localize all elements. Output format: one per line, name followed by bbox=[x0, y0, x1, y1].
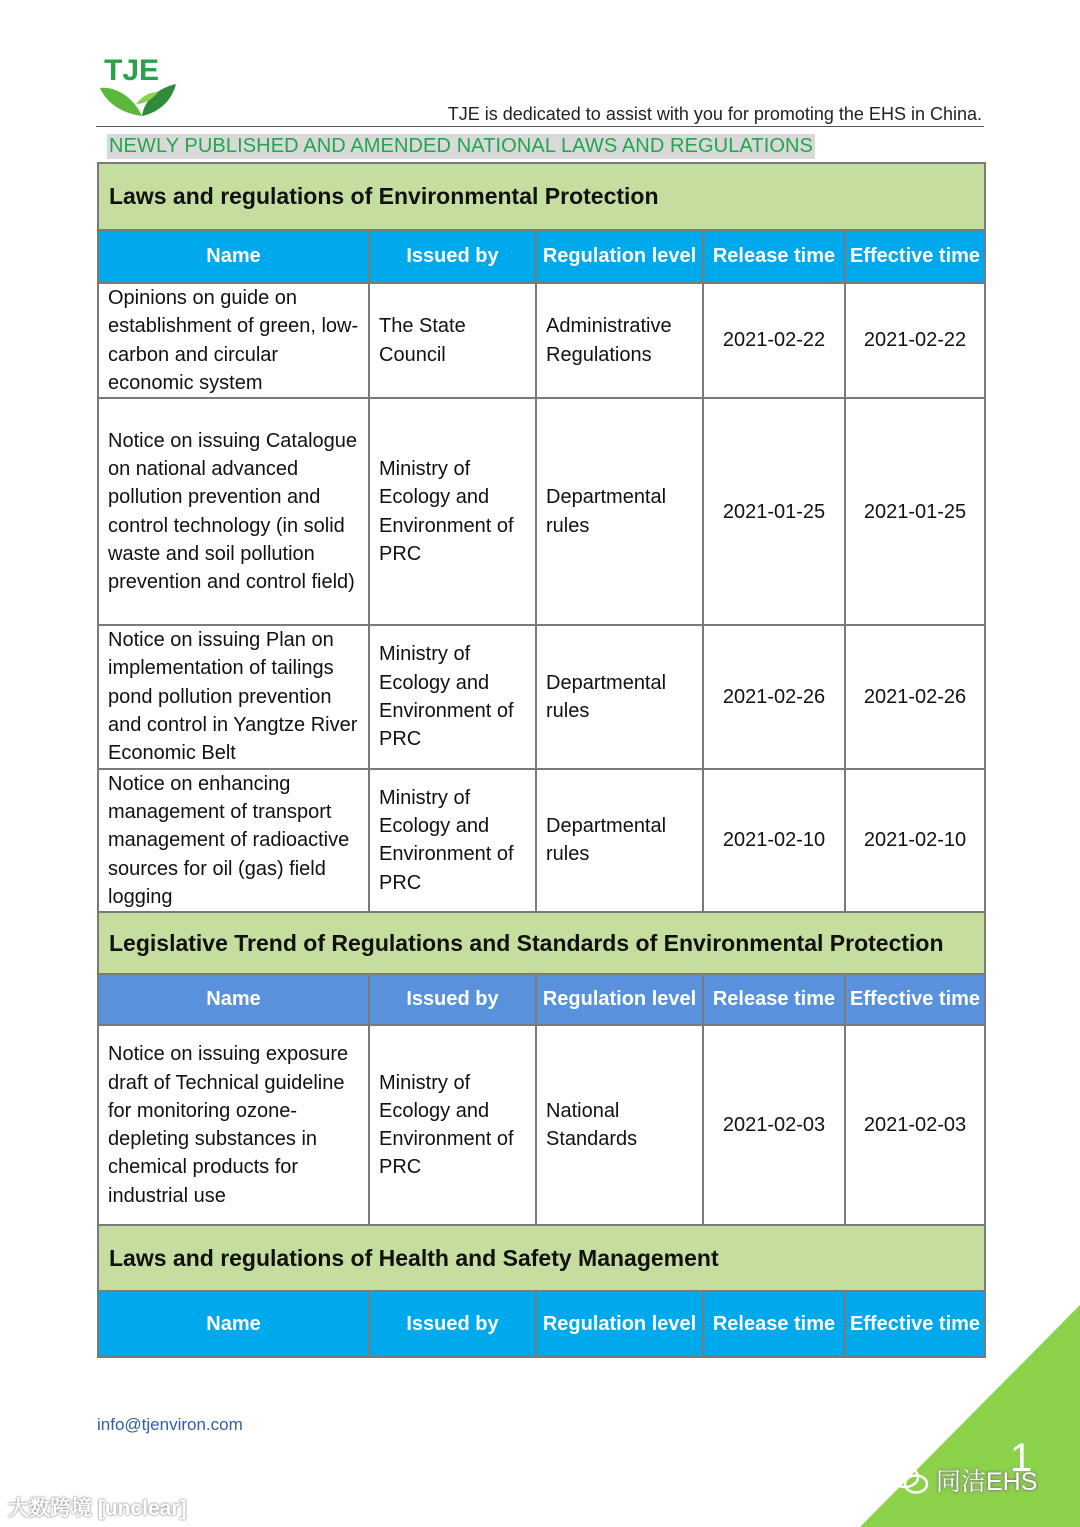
release-time: 2021-02-10 bbox=[703, 769, 845, 912]
col-header-regulation-level: Regulation level bbox=[536, 974, 703, 1025]
column-header-row bbox=[98, 974, 985, 1025]
release-time: 2021-01-25 bbox=[703, 398, 845, 625]
col-header-name: Name bbox=[98, 974, 369, 1025]
header-divider bbox=[96, 126, 984, 127]
watermark-left bbox=[8, 1492, 187, 1522]
effective-time: 2021-01-25 bbox=[845, 398, 985, 625]
regulation-name: Notice on enhancing management of transport management of radioactive sources for oil (gas) field logging bbox=[98, 769, 369, 912]
col-header-name: Name bbox=[98, 230, 369, 283]
col-header-regulation-level: Regulation level bbox=[536, 230, 703, 283]
page-number: 1 bbox=[1010, 1436, 1033, 1480]
wechat-icon bbox=[890, 1464, 930, 1496]
section-title: Laws and regulations of Health and Safety Management bbox=[98, 1225, 985, 1291]
company-logo bbox=[96, 52, 184, 122]
release-time: 2021-02-26 bbox=[703, 625, 845, 768]
table-row bbox=[98, 769, 985, 912]
col-header-release-time: Release time bbox=[703, 974, 845, 1025]
table-row bbox=[98, 398, 985, 625]
contact-email-link[interactable]: info@tjenviron.com bbox=[97, 1415, 243, 1434]
column-header-row bbox=[98, 230, 985, 283]
regulation-level: Departmental rules bbox=[536, 625, 703, 768]
section-title: Legislative Trend of Regulations and Standards of Environmental Protection bbox=[98, 912, 985, 974]
tagline: TJE is dedicated to assist with you for promoting the EHS in China. bbox=[447, 104, 982, 124]
section-title-row bbox=[98, 912, 985, 974]
table-row bbox=[98, 1025, 985, 1225]
col-header-issued-by: Issued by bbox=[369, 1291, 536, 1357]
watermark-right-text: 同洁EHS bbox=[936, 1468, 1038, 1496]
effective-time: 2021-02-22 bbox=[845, 283, 985, 398]
regulation-level: Departmental rules bbox=[536, 769, 703, 912]
regulations-table bbox=[97, 162, 986, 1358]
issued-by: Ministry of Ecology and Environment of PRC bbox=[369, 398, 536, 625]
issued-by: The State Council bbox=[369, 283, 536, 398]
effective-time: 2021-02-03 bbox=[845, 1025, 985, 1225]
col-header-regulation-level: Regulation level bbox=[536, 1291, 703, 1357]
table-row bbox=[98, 283, 985, 398]
regulation-level: Administrative Regulations bbox=[536, 283, 703, 398]
issued-by: Ministry of Ecology and Environment of PRC bbox=[369, 1025, 536, 1225]
effective-time: 2021-02-10 bbox=[845, 769, 985, 912]
col-header-effective-time: Effective time bbox=[845, 230, 985, 283]
regulation-name: Opinions on guide on establishment of green, low-carbon and circular economic system bbox=[98, 283, 369, 398]
effective-time: 2021-02-26 bbox=[845, 625, 985, 768]
regulation-name: Notice on issuing Catalogue on national advanced pollution prevention and control technology (in solid waste and soil pollution prevention and control field) bbox=[98, 398, 369, 625]
col-header-effective-time: Effective time bbox=[845, 1291, 985, 1357]
release-time: 2021-02-03 bbox=[703, 1025, 845, 1225]
release-time: 2021-02-22 bbox=[703, 283, 845, 398]
section-title-row bbox=[98, 163, 985, 230]
col-header-name: Name bbox=[98, 1291, 369, 1357]
svg-text:TJE: TJE bbox=[104, 54, 160, 87]
issued-by: Ministry of Ecology and Environment of PRC bbox=[369, 769, 536, 912]
regulation-name: Notice on issuing Plan on implementation of tailings pond pollution prevention and control in Yangtze River Economic Belt bbox=[98, 625, 369, 768]
column-header-row bbox=[98, 1291, 985, 1357]
col-header-release-time: Release time bbox=[703, 1291, 845, 1357]
regulation-level: National Standards bbox=[536, 1025, 703, 1225]
regulation-level: Departmental rules bbox=[536, 398, 703, 625]
col-header-issued-by: Issued by bbox=[369, 974, 536, 1025]
col-header-release-time: Release time bbox=[703, 230, 845, 283]
section-title: Laws and regulations of Environmental Protection bbox=[98, 163, 985, 230]
page-heading: NEWLY PUBLISHED AND AMENDED NATIONAL LAWS AND REGULATIONS bbox=[109, 135, 814, 157]
table-row bbox=[98, 625, 985, 768]
issued-by: Ministry of Ecology and Environment of PRC bbox=[369, 625, 536, 768]
section-title-row bbox=[98, 1225, 985, 1291]
watermark-left-text: 大数跨境 [unclear] bbox=[8, 1497, 187, 1520]
col-header-effective-time: Effective time bbox=[845, 974, 985, 1025]
col-header-issued-by: Issued by bbox=[369, 230, 536, 283]
regulation-name: Notice on issuing exposure draft of Technical guideline for monitoring ozone-depleting substances in chemical products for industrial use bbox=[98, 1025, 369, 1225]
